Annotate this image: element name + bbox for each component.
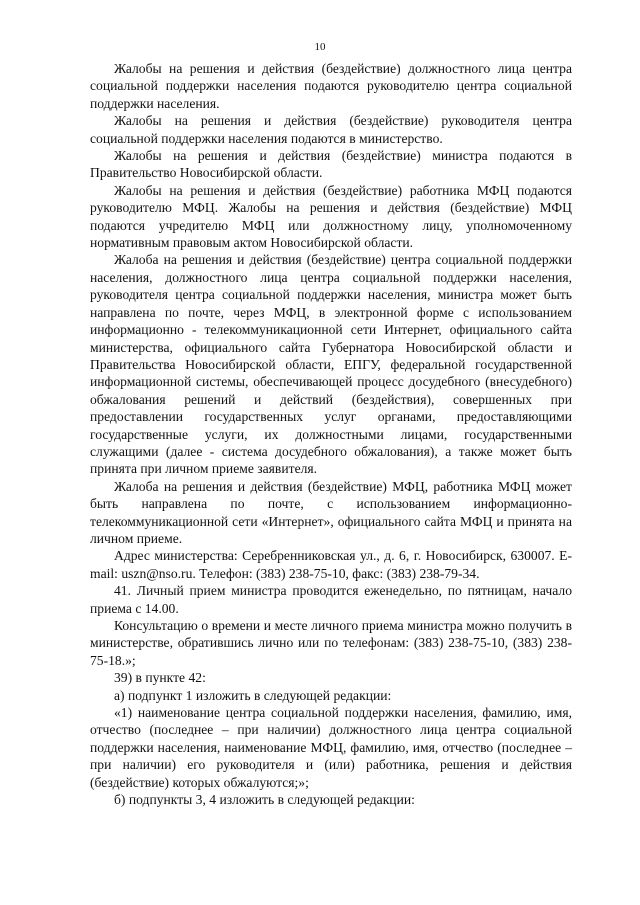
paragraph: Жалобы на решения и действия (бездействие) министра подаются в Правительство Новосибирской области. bbox=[90, 148, 572, 181]
paragraph-address: Адрес министерства: Серебренниковская ул., д. 6, г. Новосибирск, 630007. E-mail: uszn@nso.ru. Телефон: (383) 238-75-10, факс: (383) 238-79-34. bbox=[90, 548, 572, 581]
paragraph: Консультацию о времени и месте личного приема министра можно получить в министерстве, обратившись лично или по телефонам: (383) 238-75-10, (383) 238-75-18.»; bbox=[90, 618, 572, 668]
paragraph: б) подпункты 3, 4 изложить в следующей редакции: bbox=[114, 792, 415, 808]
paragraph: «1) наименование центра социальной поддержки населения, фамилию, имя, отчество (последнее – при наличии) должностного лица центра социальной поддержки населения, наименование МФЦ, фамилию, имя, отчество (последнее – при наличии) его руководителя и (или) работника, решения и действия (бездействие) которых обжалуются;»; bbox=[90, 705, 572, 790]
paragraph: Жалобы на решения и действия (бездействие) руководителя центра социальной поддержки населения подаются в министерство. bbox=[90, 113, 572, 146]
paragraph: а) подпункт 1 изложить в следующей редакции: bbox=[114, 687, 392, 703]
paragraph: Жалоба на решения и действия (бездействие) МФЦ, работника МФЦ может быть направлена по почте, с использованием информационно-телекоммуникационной сети «Интернет», официального сайта МФЦ и принята на личном приеме. bbox=[90, 478, 572, 546]
paragraph: Жалобы на решения и действия (бездействие) должностного лица центра социальной поддержки населения подаются руководителю центра социальной поддержки населения. bbox=[90, 61, 572, 111]
document-body bbox=[90, 60, 572, 808]
page-number: 10 bbox=[314, 41, 326, 53]
paragraph: 39) в пункте 42: bbox=[114, 670, 206, 686]
paragraph: 41. Личный прием министра проводится еженедельно, по пятницам, начало приема с 14.00. bbox=[90, 583, 572, 616]
paragraph: Жалобы на решения и действия (бездействие) работника МФЦ подаются руководителю МФЦ. Жалобы на решения и действия (бездействие) МФЦ подаются учредителю МФЦ или должностному лицу, уполномоченному нормативным правовым актом Новосибирской области. bbox=[90, 182, 572, 251]
paragraph: Жалоба на решения и действия (бездействие) центра социальной поддержки населения, должностного лица центра социальной поддержки населения, руководителя центра социальной поддержки населения, министра может быть направлена по почте, через МФЦ, в электронной форме с использованием информационно - телекоммуникационной сети Интернет, официального сайта министерства, официального сайта Губернатора Новосибирской области и Правительства Новосибирской области, ЕПГУ, федеральной государственной информационной системы, обеспечивающей процесс досудебного (внесудебного) обжалования решений и действий (бездействия), совершенных при предоставлении государственных услуг органами, предоставляющими государственные услуги, их должностными лицами, государственными служащими (далее - система досудебного обжалования), а также может быть принята при личном приеме заявителя. bbox=[90, 252, 572, 477]
